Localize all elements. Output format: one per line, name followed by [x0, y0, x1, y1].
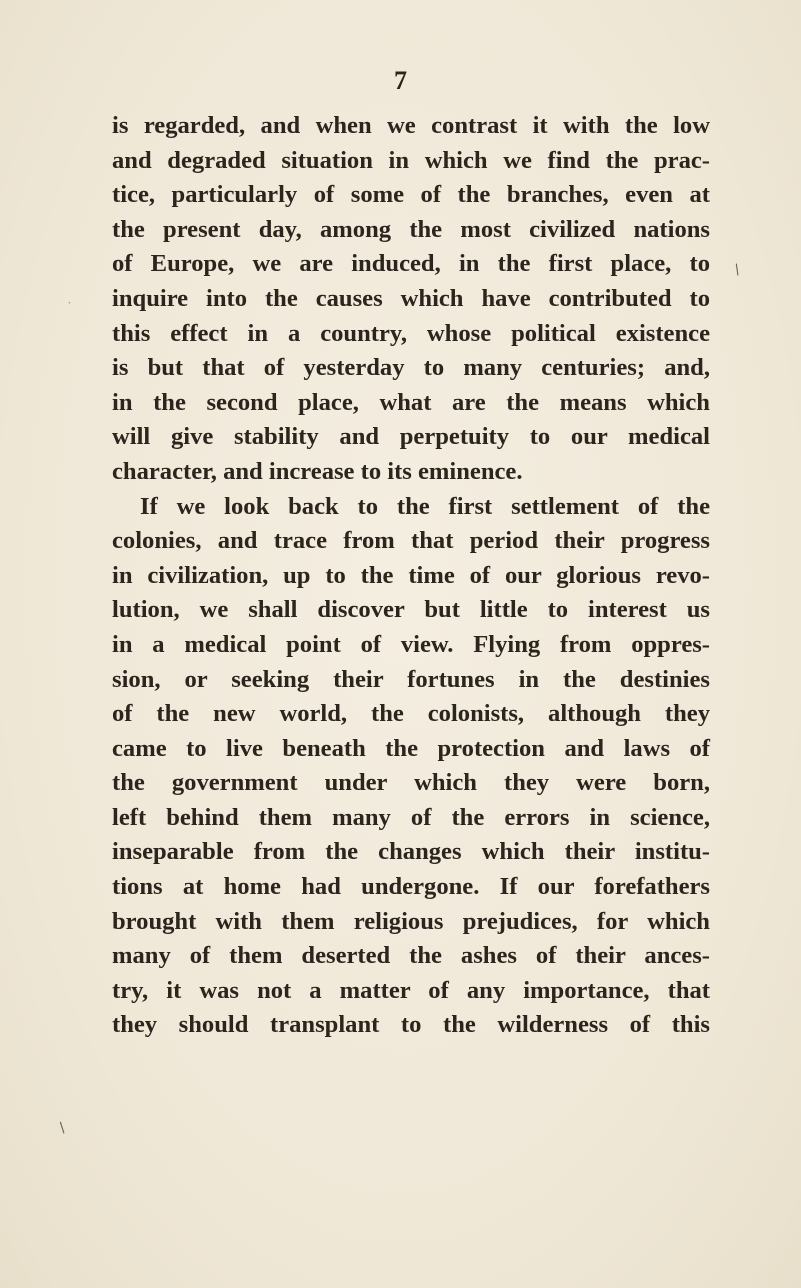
text-line: inseparable from the changes which their institu- — [112, 838, 710, 866]
text-line: tions at home had undergone. If our forefathers — [112, 873, 710, 901]
margin-mark: ˯ — [68, 295, 71, 305]
text-line: they should transplant to the wilderness of this — [112, 1011, 710, 1039]
text-line: left behind them many of the errors in science, — [112, 803, 710, 831]
text-line: will give stability and perpetuity to our medical — [112, 423, 710, 451]
margin-mark: / — [55, 1120, 69, 1136]
text-line: in the second place, what are the means which — [112, 388, 710, 416]
text-line: came to live beneath the protection and laws of — [112, 734, 710, 762]
text-line: If we look back to the first settlement of the — [140, 492, 710, 520]
text-line: in a medical point of view. Flying from oppres- — [112, 630, 710, 658]
body-text — [112, 109, 710, 1043]
text-line: is but that of yesterday to many centuries; and, — [112, 354, 710, 382]
text-line: brought with them religious prejudices, for which — [112, 907, 710, 935]
text-line: inquire into the causes which have contributed to — [112, 284, 710, 312]
text-line: the government under which they were born, — [112, 769, 710, 797]
text-line: character, and increase to its eminence. — [112, 457, 523, 485]
text-line: this effect in a country, whose political existence — [112, 319, 710, 347]
text-line: colonies, and trace from that period their progress — [112, 527, 710, 555]
text-line: lution, we shall discover but little to interest us — [112, 596, 710, 624]
page-number: 7 — [394, 66, 407, 95]
margin-mark: / — [731, 261, 743, 279]
text-line: sion, or seeking their fortunes in the destinies — [112, 665, 710, 693]
text-line: in civilization, up to the time of our glorious revo- — [112, 561, 710, 589]
text-line: is regarded, and when we contrast it with the low — [112, 112, 710, 139]
text-line: many of them deserted the ashes of their ances- — [112, 942, 710, 970]
text-line: and degraded situation in which we find the prac- — [112, 146, 710, 174]
text-line: try, it was not a matter of any importance, that — [112, 976, 710, 1004]
text-line: of Europe, we are induced, in the first place, to — [112, 250, 710, 278]
text-line: the present day, among the most civilized nations — [112, 215, 710, 243]
text-line: of the new world, the colonists, although they — [112, 700, 710, 728]
text-line: tice, particularly of some of the branches, even at — [112, 181, 710, 209]
